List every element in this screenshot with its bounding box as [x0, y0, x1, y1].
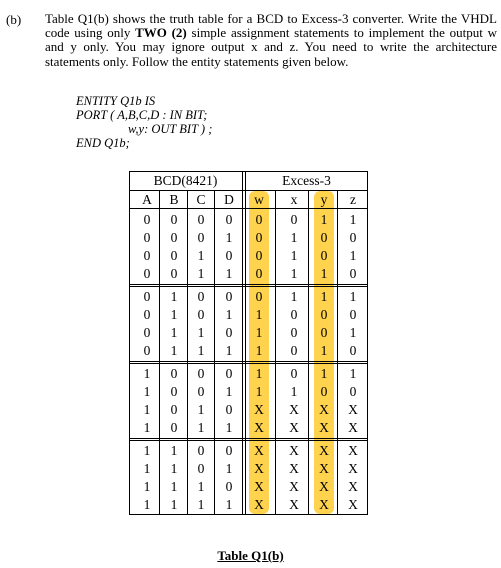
table-cell: 1 — [143, 479, 151, 494]
table-cell: X — [319, 461, 329, 476]
table-cell: 1 — [170, 461, 178, 476]
table-column-divider — [275, 190, 276, 514]
table-rule — [129, 438, 368, 439]
table-cell: 0 — [197, 443, 205, 458]
table-cell: 0 — [170, 420, 178, 435]
table-cell: 1 — [170, 289, 178, 304]
table-rule — [129, 284, 368, 285]
table-cell: 0 — [170, 212, 178, 227]
table-cell: 1 — [255, 384, 263, 399]
table-cell: 0 — [349, 343, 357, 358]
table-cell: 1 — [320, 212, 328, 227]
table-cell: 0 — [197, 366, 205, 381]
group-header-excess3: Excess-3 — [282, 173, 331, 188]
table-cell: X — [348, 420, 358, 435]
table-cell: 0 — [255, 248, 263, 263]
table-caption — [0, 548, 501, 564]
table-cell: 0 — [225, 212, 233, 227]
table-cell: 1 — [255, 325, 263, 340]
table-cell: 1 — [170, 443, 178, 458]
table-cell: 1 — [143, 461, 151, 476]
table-cell: 1 — [170, 497, 178, 512]
table-cell: 1 — [197, 248, 205, 263]
table-cell: 0 — [290, 366, 298, 381]
table-cell: 0 — [320, 307, 328, 322]
table-cell: 0 — [225, 402, 233, 417]
table-cell: 0 — [143, 212, 151, 227]
column-header-w: w — [254, 192, 264, 207]
table-cell: 0 — [197, 307, 205, 322]
code-line: ENTITY Q1b IS — [76, 94, 156, 108]
table-cell: X — [289, 497, 299, 512]
table-cell: 1 — [290, 266, 298, 281]
table-cell: 0 — [170, 384, 178, 399]
table-cell: 0 — [170, 402, 178, 417]
table-cell: 1 — [320, 366, 328, 381]
table-cell: 1 — [290, 384, 298, 399]
table-cell: 0 — [349, 230, 357, 245]
table-column-divider — [245, 171, 246, 514]
table-cell: X — [319, 443, 329, 458]
table-cell: 1 — [170, 307, 178, 322]
table-cell: 1 — [290, 230, 298, 245]
table-cell: 1 — [255, 343, 263, 358]
table-cell: 1 — [349, 248, 357, 263]
table-cell: 1 — [143, 402, 151, 417]
table-cell: X — [319, 402, 329, 417]
table-cell: 1 — [225, 307, 233, 322]
table-cell: 0 — [225, 366, 233, 381]
table-cell: 1 — [349, 366, 357, 381]
table-column-divider — [187, 190, 188, 514]
table-cell: 0 — [197, 230, 205, 245]
table-rule — [129, 440, 368, 441]
table-cell: 0 — [255, 212, 263, 227]
table-cell: 0 — [197, 384, 205, 399]
table-cell: X — [289, 402, 299, 417]
table-cell: 1 — [197, 402, 205, 417]
table-cell: 1 — [290, 248, 298, 263]
table-cell: 0 — [225, 325, 233, 340]
table-cell: X — [319, 497, 329, 512]
table-column-divider — [214, 190, 215, 514]
table-cell: 1 — [225, 384, 233, 399]
table-cell: X — [254, 402, 264, 417]
table-cell: 0 — [290, 212, 298, 227]
table-cell: 1 — [197, 343, 205, 358]
table-cell: 0 — [255, 289, 263, 304]
table-cell: 0 — [143, 343, 151, 358]
table-cell: 0 — [143, 230, 151, 245]
table-cell: X — [348, 479, 358, 494]
column-header-B: B — [169, 192, 179, 207]
column-header-z: z — [350, 192, 356, 207]
table-cell: 0 — [225, 289, 233, 304]
table-cell: 1 — [225, 461, 233, 476]
column-header-x: x — [290, 192, 298, 207]
table-cell: X — [348, 461, 358, 476]
table-cell: 0 — [349, 384, 357, 399]
table-cell: 1 — [290, 289, 298, 304]
table-cell: X — [254, 443, 264, 458]
table-cell: X — [319, 479, 329, 494]
question-text-start: Table Q1(b) shows the truth table for a BCD to Excess-3 converter. Write the VHDL code using only — [45, 11, 497, 41]
table-cell: 1 — [170, 325, 178, 340]
table-cell: 1 — [320, 266, 328, 281]
table-cell: 0 — [170, 248, 178, 263]
table-cell: X — [254, 479, 264, 494]
table-cell: X — [254, 461, 264, 476]
table-cell: 1 — [143, 497, 151, 512]
table-rule — [129, 361, 368, 362]
table-cell: X — [289, 443, 299, 458]
table-border — [129, 171, 368, 515]
code-line: END Q1b; — [76, 136, 130, 150]
table-cell: 1 — [349, 212, 357, 227]
question-text-end: simple assignment statements to implement the output w and y only. You may ignore output x and z. You need to write the architecture statements only. Follow the entity statements given below. — [45, 25, 497, 69]
table-cell: X — [348, 402, 358, 417]
table-cell: 1 — [225, 497, 233, 512]
table-cell: 1 — [225, 266, 233, 281]
table-cell: 1 — [320, 289, 328, 304]
table-cell: 0 — [170, 266, 178, 281]
table-cell: 1 — [225, 230, 233, 245]
table-cell: 0 — [197, 461, 205, 476]
table-cell: 1 — [197, 497, 205, 512]
table-column-divider — [242, 171, 243, 514]
table-cell: X — [254, 497, 264, 512]
table-cell: 0 — [170, 366, 178, 381]
table-rule — [129, 208, 368, 209]
group-header-bcd: BCD(8421) — [153, 173, 218, 188]
table-rule — [129, 286, 368, 287]
table-cell: 1 — [197, 325, 205, 340]
entity-code-block — [76, 94, 212, 150]
table-cell: 1 — [320, 343, 328, 358]
table-cell: 1 — [197, 420, 205, 435]
table-cell: X — [319, 420, 329, 435]
table-cell: 1 — [143, 443, 151, 458]
column-header-D: D — [224, 192, 234, 207]
table-cell: X — [348, 497, 358, 512]
table-cell: 0 — [320, 248, 328, 263]
table-cell: X — [348, 443, 358, 458]
table-cell: 0 — [170, 230, 178, 245]
table-cell: 0 — [225, 479, 233, 494]
table-cell: 1 — [255, 366, 263, 381]
table-cell: 0 — [143, 289, 151, 304]
question-text-bold: TWO (2) — [135, 25, 187, 41]
table-cell: 0 — [320, 325, 328, 340]
table-cell: 0 — [290, 307, 298, 322]
table-cell: 1 — [255, 307, 263, 322]
table-cell: 0 — [197, 212, 205, 227]
table-caption-text: Table Q1(b) — [217, 548, 284, 563]
table-cell: 1 — [170, 479, 178, 494]
table-cell: 0 — [290, 343, 298, 358]
code-line: PORT ( A,B,C,D : IN BIT; — [76, 108, 208, 122]
table-cell: 1 — [170, 343, 178, 358]
table-rule — [129, 363, 368, 364]
table-column-divider — [308, 190, 309, 514]
table-cell: 0 — [349, 266, 357, 281]
table-cell: 1 — [225, 343, 233, 358]
question-label: (b) — [6, 12, 22, 27]
table-cell: 0 — [143, 248, 151, 263]
table-cell: 0 — [197, 289, 205, 304]
table-cell: X — [289, 420, 299, 435]
table-cell: 0 — [225, 248, 233, 263]
table-cell: X — [254, 420, 264, 435]
table-cell: X — [289, 479, 299, 494]
table-cell: 0 — [320, 384, 328, 399]
table-cell: 1 — [143, 384, 151, 399]
column-header-A: A — [142, 192, 152, 207]
table-cell: 0 — [255, 266, 263, 281]
table-cell: 1 — [225, 420, 233, 435]
table-cell: 0 — [143, 307, 151, 322]
table-cell: 1 — [349, 289, 357, 304]
table-cell: 1 — [197, 266, 205, 281]
table-cell: 1 — [197, 479, 205, 494]
table-cell: 1 — [143, 420, 151, 435]
question-text — [45, 12, 497, 69]
table-cell: 0 — [143, 266, 151, 281]
code-line: w,y: OUT BIT ) ; — [128, 122, 213, 136]
table-column-divider — [337, 190, 338, 514]
table-cell: 1 — [143, 366, 151, 381]
table-column-divider — [159, 190, 160, 514]
table-cell: 1 — [349, 325, 357, 340]
table-cell: 0 — [255, 230, 263, 245]
column-header-C: C — [196, 192, 206, 207]
table-cell: 0 — [290, 325, 298, 340]
table-cell: 0 — [143, 325, 151, 340]
table-cell: 0 — [320, 230, 328, 245]
table-cell: X — [289, 461, 299, 476]
table-cell: 0 — [349, 307, 357, 322]
truth-table — [129, 171, 368, 515]
table-cell: 0 — [225, 443, 233, 458]
column-header-y: y — [320, 192, 328, 207]
table-rule — [129, 190, 368, 191]
